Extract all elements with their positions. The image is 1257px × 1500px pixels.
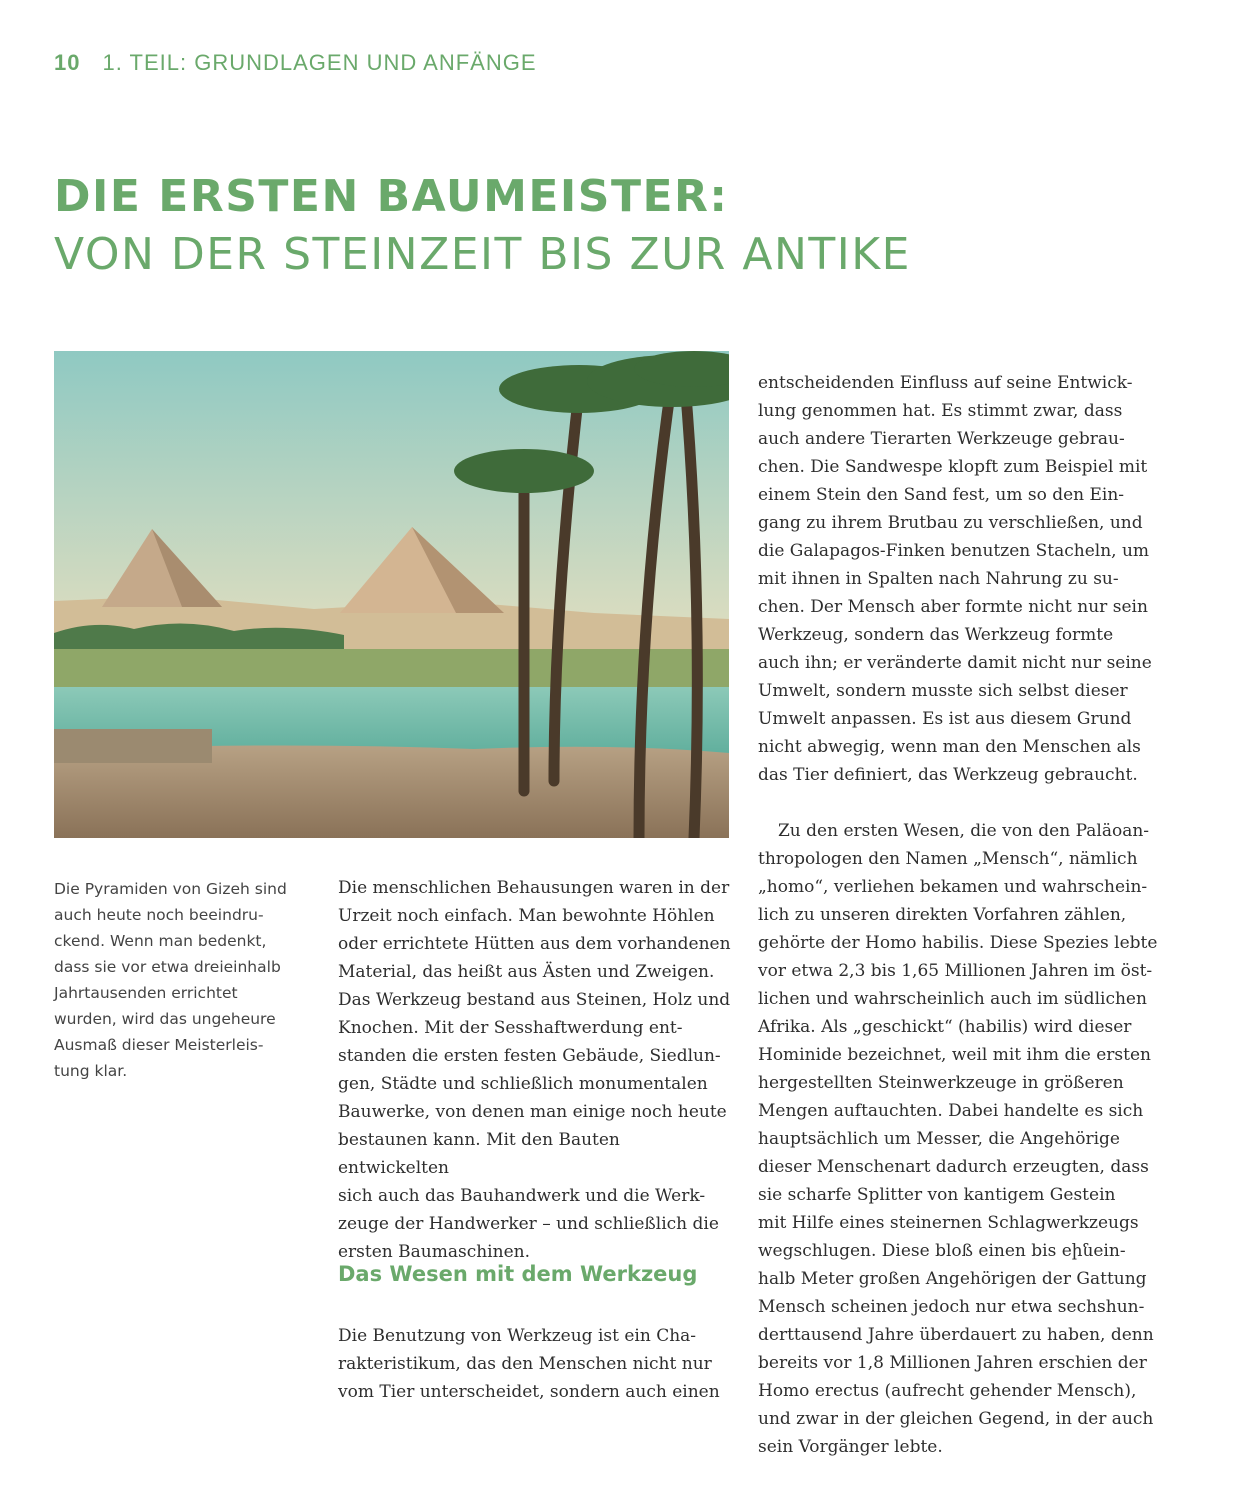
- body-text-intro: Die menschlichen Behausungen waren in der Urzeit noch einfach. Man bewohnte Höhlen oder errichtete Hütten aus dem vorhandenen Material, das heißt aus Ästen und Zweigen. Das Werkzeug bestand aus Steinen, Holz und Knochen. Mit der Sesshaftwerdung ent- standen die ersten festen Gebäude, Siedlun- gen, Städte und schließlich monumentalen Bauwerke, von denen man einige noch heute bestaunen kann. Mit den Bauten entwickelten sich auch das Bauhandwerk und die Werk- zeuge der Handwerker – und schließlich die ersten Baumaschinen.: [338, 878, 731, 1262]
- body-text-paragraph-2: Zu den ersten Wesen, die von den Paläoan- thropologen den Namen „Mensch“, nämlich „homo“, verliehen bekamen und wahrschein- lich zu unseren direkten Vorfahren zählen, gehörte der Homo habilis. Diese Spezies lebte vor etwa 2,3 bis 1,65 Millionen Jahren im öst- lichen und wahrscheinlich auch im südlichen Afrika. Als „geschickt“ (habilis) wird dieser Hominide bezeichnet, weil mit ihm die ersten hergestellten Steinwerkzeuge in größeren Mengen auftauchten. Dabei handelte es sich hauptsächlich um Messer, die Angehörige dieser Menschenart dadurch erzeugten, dass sie scharfe Splitter von kantigem Gestein mit Hilfe eines steinernen Schlagwerkzeugs wegschlugen. Diese bloß einen bis eինein- halb Meter großen Angehörigen der Gattung Mensch scheinen jedoch nur etwa sechshun- derttausend Jahre überdauert zu haben, denn bereits vor 1,8 Millionen Jahren erschien der Homo erectus (aufrecht gehender Mensch), und zwar in der gleichen Gegend, in der auch sein Vorgänger lebte.: [758, 821, 1158, 1457]
- section-subheading: Das Wesen mit dem Werkzeug: [338, 1262, 698, 1286]
- running-head: [54, 50, 537, 76]
- chapter-title: [54, 168, 911, 284]
- photo-caption: Die Pyramiden von Gizeh sind auch heute noch beeindru- ckend. Wenn man bedenkt, dass sie vor etwa dreieinhalb Jahrtausenden errichtet wurden, wird das ungeheure Ausmaß dieser Meisterleis- tung klar.: [54, 880, 287, 1080]
- body-text-paragraph-1: entscheidenden Einfluss auf seine Entwick- lung genommen hat. Es stimmt zwar, dass auch andere Tierarten Werkzeuge gebrau- chen. Die Sandwespe klopft zum Beispiel mit einem Stein den Sand fest, um so den Ein- gang zu ihrem Brutbau zu verschließen, und die Galapagos-Finken benutzen Stacheln, um mit ihnen in Spalten nach Nahrung zu su- chen. Der Mensch aber formte nicht nur sein Werkzeug, sondern das Werkzeug formte auch ihn; er veränderte damit nicht nur seine Umwelt, sondern musste sich selbst dieser Umwelt anpassen. Es ist aus diesem Grund nicht abwegig, wenn man den Menschen als das Tier definiert, das Werkzeug gebraucht.: [758, 373, 1152, 785]
- body-text-tool: Die Benutzung von Werkzeug ist ein Cha- rakteristikum, das den Menschen nicht nur vom Tier unterscheidet, sondern auch einen: [338, 1326, 720, 1402]
- chapter-title-line2: VON DER STEINZEIT BIS ZUR ANTIKE: [54, 229, 911, 280]
- chapter-title-line1: DIE ERSTEN BAUMEISTER:: [54, 171, 729, 222]
- section-label: 1. TEIL: GRUNDLAGEN UND ANFÄNGE: [102, 50, 537, 75]
- body-column-right: [758, 341, 1158, 1461]
- pyramids-photo: [54, 351, 729, 838]
- page-number: 10: [54, 50, 81, 75]
